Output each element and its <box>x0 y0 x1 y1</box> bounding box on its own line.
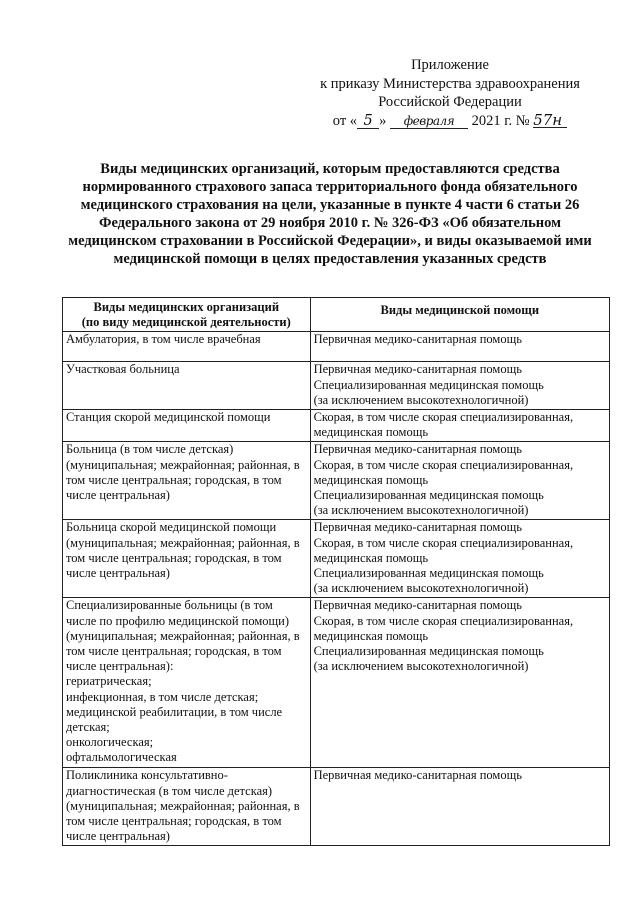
org-type-text: Станция скорой медицинской помощи <box>66 410 271 425</box>
org-type-cell <box>63 768 311 846</box>
care-type-text: Первичная медико-санитарная помощь <box>313 332 522 347</box>
care-type-text: Первичная медико-санитарная помощь <box>313 768 522 783</box>
header-text: Виды медицинской помощи <box>380 303 540 317</box>
table-row <box>63 768 610 846</box>
org-type-text: числе центральная) <box>66 829 170 844</box>
org-type-text: Больница (в том числе детская) <box>66 442 234 457</box>
org-type-text: числе по профилю медицинской помощи) <box>66 613 289 628</box>
care-type-text: Специализированная медицинская помощь <box>313 488 544 503</box>
document-title <box>50 160 610 268</box>
org-type-text: офтальмологическая <box>66 750 177 765</box>
care-type-text: (за исключением высокотехнологичной) <box>313 659 529 674</box>
care-type-cell <box>310 362 609 410</box>
header-care-types <box>310 298 609 332</box>
org-type-text: Поликлиника консультативно- <box>66 768 228 783</box>
org-type-text: онкологическая; <box>66 735 154 750</box>
organizations-table <box>62 297 610 846</box>
org-type-text: Участковая больница <box>66 362 180 377</box>
org-type-text: Больница скорой медицинской помощи <box>66 520 277 535</box>
care-type-text: медицинская помощь <box>313 472 429 487</box>
care-type-text: Скорая, в том числе скорая специализированная, <box>313 457 574 472</box>
org-type-text: Специализированные больницы (в том <box>66 598 273 613</box>
care-type-text: Первичная медико-санитарная помощь <box>313 598 522 613</box>
care-type-cell <box>310 442 609 520</box>
title-line: Федерального закона от 29 ноября 2010 г. № 326-ФЗ «Об обязательном <box>98 215 561 231</box>
care-type-text: медицинская помощь <box>313 425 429 440</box>
care-type-text: Первичная медико-санитарная помощь <box>313 520 522 535</box>
care-type-text: Первичная медико-санитарная помощь <box>313 362 522 377</box>
org-type-cell <box>63 520 311 598</box>
care-type-text: Специализированная медицинская помощь <box>313 644 544 659</box>
care-type-text: (за исключением высокотехнологичной) <box>313 503 529 518</box>
org-type-cell <box>63 362 311 410</box>
table-row <box>63 520 610 598</box>
appendix-header <box>300 56 600 130</box>
care-type-text: Скорая, в том числе скорая специализированная, <box>313 535 574 550</box>
org-type-text: числе центральная) <box>66 488 170 503</box>
title-line: медицинской помощи в целях предоставления указанных средств <box>113 251 547 267</box>
order-date-line <box>300 112 600 131</box>
order-day-handwritten: 5 <box>357 114 379 129</box>
header-text: (по виду медицинской деятельности) <box>81 315 291 330</box>
table-header-row <box>63 298 610 332</box>
org-type-text: том числе центральная; городская, в том <box>66 644 282 659</box>
org-type-text: диагностическая (в том числе детская) <box>66 783 273 798</box>
org-type-text: гериатрическая; <box>66 674 152 689</box>
org-type-text: детская; <box>66 720 110 735</box>
table-row <box>63 410 610 442</box>
table-row <box>63 598 610 768</box>
org-type-text: (муниципальная; межрайонная; районная, в <box>66 798 300 813</box>
care-type-text: (за исключением высокотехнологичной) <box>313 581 529 596</box>
care-type-text: Первичная медико-санитарная помощь <box>313 442 522 457</box>
title-line: нормированного страхового запаса территориального фонда обязательного <box>82 179 578 195</box>
title-line: Виды медицинских организаций, которым предоставляются средства <box>100 161 560 177</box>
org-type-text: Амбулатория, в том числе врачебная <box>66 332 261 347</box>
org-type-text: (муниципальная; межрайонная; районная, в <box>66 628 300 643</box>
care-type-text: медицинская помощь <box>313 628 429 643</box>
ministry-country: Российской Федерации <box>378 94 522 110</box>
order-date-mid: » <box>379 112 387 129</box>
care-type-text: Скорая, в том числе скорая специализированная, <box>313 613 574 628</box>
org-type-text: том числе центральная; городская, в том <box>66 550 282 565</box>
table-row <box>63 362 610 410</box>
org-type-cell <box>63 332 311 362</box>
care-type-text: Специализированная медицинская помощь <box>313 377 544 392</box>
org-type-text: медицинской реабилитации, в том числе <box>66 704 283 719</box>
org-type-text: числе центральная) <box>66 566 170 581</box>
order-month-handwritten: февраля <box>390 114 468 129</box>
org-type-text: (муниципальная; межрайонная; районная, в <box>66 535 300 550</box>
care-type-cell <box>310 598 609 768</box>
title-line: медицинского страхования на цели, указанные в пункте 4 части 6 статьи 26 <box>80 197 580 213</box>
order-year: 2021 г. № <box>471 112 530 129</box>
order-number-handwritten: 57н <box>533 113 567 128</box>
care-type-text: медицинская помощь <box>313 550 429 565</box>
org-type-cell <box>63 442 311 520</box>
header-text: Виды медицинских организаций <box>93 300 280 314</box>
table-row <box>63 442 610 520</box>
care-type-cell <box>310 768 609 846</box>
appendix-label: Приложение <box>411 57 489 73</box>
org-type-text: том числе центральная; городская, в том <box>66 814 282 829</box>
org-type-cell <box>63 598 311 768</box>
table-row <box>63 332 610 362</box>
care-type-text: Скорая, в том числе скорая специализированная, <box>313 410 574 425</box>
order-reference: к приказу Министерства здравоохранения <box>320 75 580 92</box>
org-type-text: (муниципальная; межрайонная; районная, в <box>66 457 300 472</box>
care-type-text: Специализированная медицинская помощь <box>313 566 544 581</box>
org-type-cell <box>63 410 311 442</box>
care-type-cell <box>310 410 609 442</box>
org-type-text: числе центральная): <box>66 659 174 674</box>
care-type-text: (за исключением высокотехнологичной) <box>313 392 529 407</box>
title-line: медицинском страховании в Российской Федерации», и виды оказываемой ими <box>68 233 592 249</box>
care-type-cell <box>310 520 609 598</box>
org-type-text: инфекционная, в том числе детская; <box>66 689 259 704</box>
header-org-types <box>63 298 311 332</box>
org-type-text: том числе центральная; городская, в том <box>66 472 282 487</box>
care-type-cell <box>310 332 609 362</box>
order-date-prefix: от « <box>332 112 358 129</box>
